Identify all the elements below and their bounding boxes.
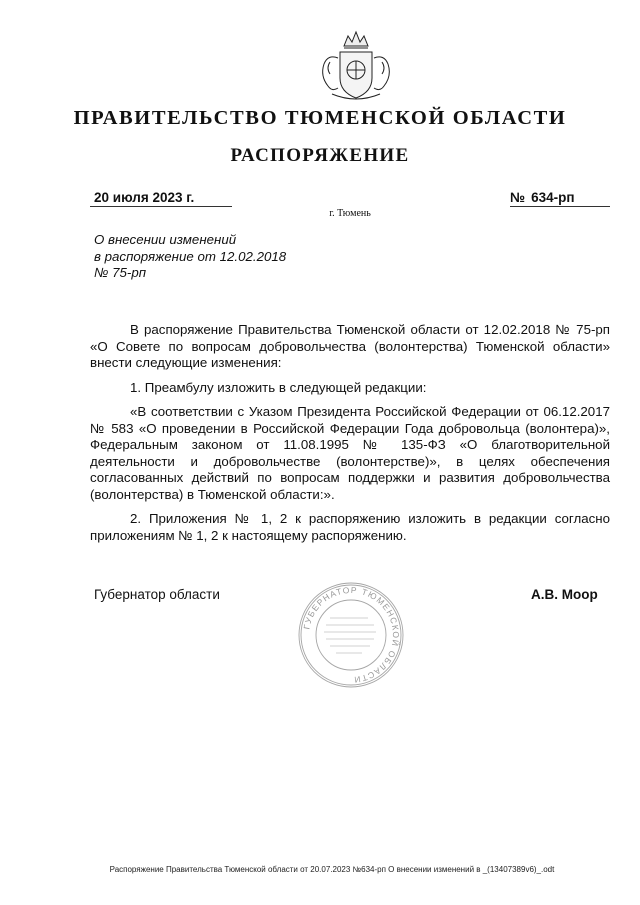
body-paragraph: 2. Приложения № 1, 2 к распоряжению изложить в редакции согласно приложениям № 1, 2 к настоящему распоряжению. [90,511,610,543]
signer-title: Губернатор области [94,587,220,602]
official-seal-icon [296,580,406,690]
coat-of-arms-icon [310,28,402,104]
document-body [90,322,610,552]
subject-line: № 75-рп [94,265,147,280]
document-date: 20 июля 2023 г. [90,190,232,207]
subject-line: О внесении изменений [94,232,237,247]
body-paragraph: «В соответствии с Указом Президента Российской Федерации от 06.12.2017 № 583 «О проведении в Российской Федерации Года добровольца (волонтера)», Федеральным законом от 11.08.1995 № 135-ФЗ «О благотворительной деятельности и добровольчестве (волонтерстве)», в целях обеспечения согласованных действий по вопросам поддержки и развития добровольчества (волонтерства) в Тюменской области:». [90,404,610,502]
government-title: ПРАВИТЕЛЬСТВО ТЮМЕНСКОЙ ОБЛАСТИ [73,107,567,129]
body-paragraph: 1. Преамбулу изложить в следующей редакции: [130,379,427,395]
document-type: РАСПОРЯЖЕНИЕ [230,145,410,166]
document-number-field [510,190,610,207]
number-symbol: № [510,190,526,205]
signer-name: А.В. Моор [531,587,598,602]
subject-line: в распоряжение от 12.02.2018 [94,248,287,264]
document-number: 634-рп [531,190,575,205]
city: г. Тюмень [329,208,371,219]
body-paragraph: В распоряжение Правительства Тюменской области от 12.02.2018 № 75-рп «О Совете по вопросам добровольчества (волонтерства) Тюменской области» внести следующие изменения: [90,322,610,370]
svg-text:ГУБЕРНАТОР ТЮМЕНСКОЙ ОБЛАСТИ: ГУБЕРНАТОР ТЮМЕНСКОЙ ОБЛАСТИ [301,584,402,686]
document-subject [94,232,286,282]
document-footer: Распоряжение Правительства Тюменской области от 20.07.2023 №634-рп О внесении изменений в _(13407389v6)_.odt [109,865,555,874]
